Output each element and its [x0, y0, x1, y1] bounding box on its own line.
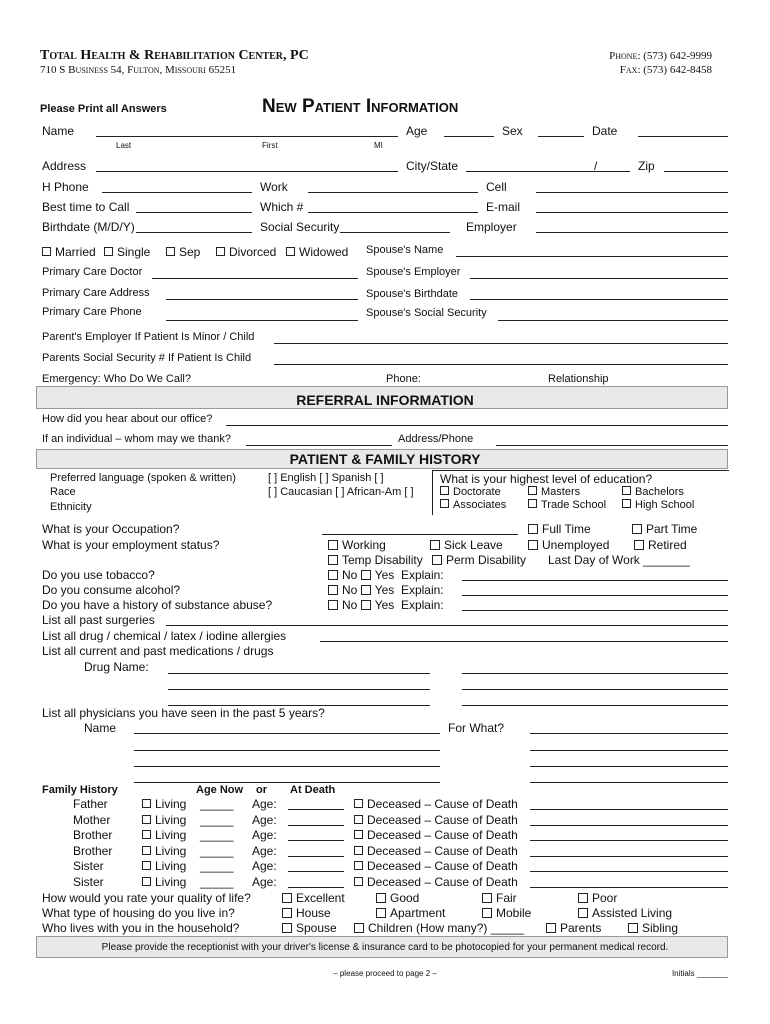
cause-of-death-field[interactable]	[530, 809, 728, 810]
occupation-label: What is your Occupation?	[42, 522, 180, 536]
org-name: Total Health & Rehabilitation Center, PC	[40, 48, 309, 63]
age-at-death-field[interactable]	[288, 856, 344, 857]
checkbox-icon	[632, 524, 642, 534]
sex-label: Sex	[502, 124, 523, 138]
spouse-ssn-label: Spouse's Social Security	[366, 307, 487, 319]
address-field[interactable]	[96, 171, 398, 172]
checkbox-icon	[622, 486, 631, 495]
checkbox-icon	[354, 923, 364, 933]
mobile-option[interactable]	[482, 906, 531, 920]
email-field[interactable]	[536, 212, 728, 213]
checkbox-icon	[142, 799, 151, 808]
checkbox-icon	[328, 600, 338, 610]
good-option[interactable]	[376, 891, 419, 905]
checkbox-icon	[430, 540, 440, 550]
spouse-birthdate-label: Spouse's Birthdate	[366, 288, 458, 300]
pcp-label: Primary Care Phone	[42, 306, 142, 318]
checkbox-icon	[376, 893, 386, 903]
mi-label: MI	[374, 141, 383, 150]
employer-field[interactable]	[536, 232, 728, 233]
age-now-field[interactable]: _____	[200, 797, 234, 811]
part-time-text: Part Time	[646, 522, 698, 536]
full-time-option[interactable]	[528, 522, 591, 536]
physician-name-field-4[interactable]	[134, 782, 440, 783]
living-option[interactable]	[142, 875, 186, 889]
sep-option[interactable]	[166, 245, 200, 259]
emp-status-label: What is your employment status?	[42, 538, 220, 552]
assisted-living-text: Assisted Living	[592, 906, 673, 920]
language-label: Preferred language (spoken & written)	[50, 472, 236, 484]
mobile-text: Mobile	[496, 906, 532, 920]
checkbox-icon	[104, 247, 113, 256]
print-note: Please Print all Answers	[40, 103, 167, 115]
temp-disability-text: Temp Disability	[342, 553, 423, 567]
checkbox-icon	[142, 846, 151, 855]
deceased-option[interactable]	[354, 828, 518, 842]
living-option[interactable]	[142, 828, 186, 842]
checkbox-icon	[282, 923, 292, 933]
org-fax: Fax: (573) 642-8458	[619, 64, 712, 76]
associates-option[interactable]	[440, 499, 506, 511]
spouse-birthdate-field[interactable]	[470, 299, 728, 300]
checkbox-icon	[528, 540, 538, 550]
ssn-field[interactable]	[340, 232, 450, 233]
sex-field[interactable]	[538, 136, 584, 137]
checkbox-icon	[634, 540, 644, 550]
high-school-text: High School	[635, 499, 695, 511]
age-at-death-field[interactable]	[288, 887, 344, 888]
physicians-label: List all physicians you have seen in the past 5 years?	[42, 706, 325, 720]
housing-label: What type of housing do you live in?	[42, 906, 235, 920]
sick-leave-text: Sick Leave	[444, 538, 503, 552]
explain-text: Explain:	[400, 598, 444, 612]
checkbox-icon	[282, 893, 292, 903]
age-label: Age:	[252, 859, 277, 873]
physician-name-label: Name	[84, 721, 117, 735]
living-option[interactable]	[142, 844, 186, 858]
checkbox-icon	[354, 877, 363, 886]
pca-field[interactable]	[166, 299, 358, 300]
pcp-field[interactable]	[166, 320, 358, 321]
cause-of-death-field[interactable]	[530, 840, 728, 841]
deceased-text: Deceased – Cause of Death	[367, 843, 518, 858]
work-field[interactable]	[308, 192, 478, 193]
explain-text: Explain:	[400, 583, 444, 597]
initials-field[interactable]: Initials _______	[671, 969, 728, 978]
sep-text: Sep	[179, 245, 201, 259]
age-at-death-field[interactable]	[288, 840, 344, 841]
parent-employer-label: Parent's Employer If Patient Is Minor / Child	[42, 331, 255, 343]
for-what-field-3[interactable]	[530, 766, 728, 767]
checkbox-icon	[361, 570, 371, 580]
checkbox-icon	[628, 923, 638, 933]
ethnicity-label: Ethnicity	[50, 501, 92, 513]
age-now-field[interactable]: _____	[200, 859, 234, 873]
cause-of-death-field[interactable]	[530, 871, 728, 872]
deceased-option[interactable]	[354, 875, 518, 889]
age-now-field[interactable]: _____	[200, 812, 234, 827]
excellent-text: Excellent	[296, 891, 345, 905]
emergency-label: Emergency: Who Do We Call?	[42, 373, 191, 385]
name-label: Name	[42, 124, 75, 138]
age-label: Age:	[252, 797, 277, 811]
pcd-label: Primary Care Doctor	[42, 266, 143, 278]
doctorate-option[interactable]	[440, 486, 501, 498]
tobacco-label: Do you use tobacco?	[42, 568, 155, 582]
referral-individual-field[interactable]	[246, 445, 392, 446]
assisted-living-option[interactable]	[578, 906, 672, 920]
trade-school-text: Trade School	[541, 499, 607, 511]
quality-label: How would you rate your quality of life?	[42, 891, 251, 905]
allergies-label: List all drug / chemical / latex / iodine allergies	[42, 629, 287, 643]
parent-employer-field[interactable]	[274, 343, 728, 344]
checkbox-icon	[482, 893, 492, 903]
no-text: No	[342, 583, 358, 597]
checkbox-icon	[328, 585, 338, 595]
employer-label: Employer	[466, 220, 517, 234]
parent-ssn-label: Parents Social Security # If Patient Is Child	[42, 352, 252, 364]
doctorate-text: Doctorate	[453, 486, 501, 498]
single-option[interactable]	[104, 245, 150, 259]
address-label: Address	[42, 159, 87, 173]
zip-label: Zip	[638, 159, 655, 173]
apartment-option[interactable]	[376, 906, 445, 920]
checkbox-icon	[142, 815, 151, 824]
checkbox-icon	[166, 247, 175, 256]
emergency-phone-label: Phone:	[386, 373, 421, 385]
relationship-label: Relationship	[548, 373, 609, 385]
race-label: Race	[50, 486, 76, 498]
which-label: Which #	[260, 200, 304, 214]
trade-school-option[interactable]	[528, 499, 606, 511]
unemployed-text: Unemployed	[542, 538, 610, 552]
birthdate-label: Birthdate (M/D/Y)	[42, 220, 135, 234]
parent-ssn-field[interactable]	[274, 364, 728, 365]
drug-field-6[interactable]	[462, 705, 728, 706]
h-phone-field[interactable]	[102, 192, 252, 193]
age-at-death-field[interactable]	[288, 871, 344, 872]
age-now-field[interactable]: _____	[200, 874, 234, 889]
first-label: First	[262, 141, 278, 150]
family-member-label: Brother	[73, 843, 113, 858]
poor-text: Poor	[592, 891, 618, 905]
drug-field-3[interactable]	[168, 689, 430, 690]
date-label: Date	[592, 124, 618, 138]
no-text: No	[342, 568, 358, 582]
page-title: New Patient Information	[262, 96, 459, 117]
age-label: Age:	[252, 843, 277, 858]
checkbox-icon	[578, 893, 588, 903]
city-state-label: City/State	[406, 159, 459, 173]
family-member-label: Father	[73, 797, 108, 811]
checkbox-icon	[361, 600, 371, 610]
substance-explain-field[interactable]	[462, 610, 728, 611]
yes-text: Yes	[374, 598, 395, 612]
checkbox-icon	[354, 846, 363, 855]
name-field[interactable]	[96, 136, 398, 137]
tobacco-explain-field[interactable]	[462, 580, 728, 581]
deceased-text: Deceased – Cause of Death	[367, 797, 518, 811]
part-time-option[interactable]	[632, 522, 697, 536]
fair-text: Fair	[496, 891, 517, 905]
checkbox-icon	[328, 540, 338, 550]
deceased-option[interactable]	[354, 813, 518, 827]
house-text: House	[296, 906, 331, 920]
age-label: Age:	[252, 828, 277, 842]
explain-text: Explain:	[400, 568, 444, 582]
referral-how-label: How did you hear about our office?	[42, 413, 213, 425]
pcd-field[interactable]	[152, 278, 358, 279]
last-label: Last	[116, 141, 132, 150]
checkbox-icon	[578, 908, 588, 918]
checkbox-icon	[286, 247, 295, 256]
excellent-option[interactable]	[282, 891, 345, 905]
checkbox-icon	[142, 877, 151, 886]
checkbox-icon	[546, 923, 556, 933]
drug-field-2[interactable]	[462, 673, 728, 674]
deceased-text: Deceased – Cause of Death	[367, 874, 518, 889]
org-address: 710 S Business 54, Fulton, Missouri 65251	[40, 64, 237, 76]
checkbox-icon	[354, 799, 363, 808]
history-heading: PATIENT & FAMILY HISTORY	[289, 451, 481, 467]
work-label: Work	[260, 180, 288, 194]
last-day-label[interactable]: Last Day of Work _______	[548, 553, 690, 567]
physician-name-field-2[interactable]	[134, 750, 440, 751]
deceased-option[interactable]	[354, 844, 518, 858]
fair-option[interactable]	[482, 891, 517, 905]
language-options[interactable]: [ ] English [ ] Spanish [ ]	[268, 472, 384, 484]
living-option[interactable]	[142, 859, 186, 873]
family-member-label: Sister	[73, 859, 104, 873]
checkbox-icon	[354, 830, 363, 839]
for-what-label: For What?	[448, 721, 505, 735]
for-what-field-1[interactable]	[530, 733, 728, 734]
surgeries-field[interactable]	[166, 625, 728, 626]
living-text: Living	[155, 812, 187, 827]
birthdate-field[interactable]	[136, 232, 252, 233]
zip-field[interactable]	[664, 171, 728, 172]
associates-text: Associates	[453, 499, 507, 511]
checkbox-icon	[354, 815, 363, 824]
living-text: Living	[155, 874, 187, 889]
age-at-death-field[interactable]	[288, 809, 344, 810]
pca-label: Primary Care Address	[42, 287, 150, 299]
substance-answer[interactable]	[328, 598, 444, 612]
age-label: Age:	[252, 812, 277, 827]
substance-label: Do you have a history of substance abuse?	[42, 598, 273, 612]
checkbox-icon	[432, 555, 442, 565]
checkbox-icon	[216, 247, 225, 256]
age-field[interactable]	[444, 136, 494, 137]
living-text: Living	[155, 797, 187, 811]
alcohol-answer[interactable]	[328, 583, 444, 597]
age-label: Age:	[252, 874, 277, 889]
living-text: Living	[155, 828, 187, 842]
working-option[interactable]	[328, 538, 386, 552]
checkbox-icon	[482, 908, 492, 918]
family-history-label: Family History	[42, 784, 118, 796]
city-state-field[interactable]	[466, 171, 630, 172]
alcohol-explain-field[interactable]	[462, 595, 728, 596]
widowed-option[interactable]	[286, 245, 348, 259]
living-text: Living	[155, 859, 187, 873]
widowed-text: Widowed	[299, 245, 349, 259]
cell-label: Cell	[486, 180, 507, 194]
proceed-note: – please proceed to page 2 –	[333, 969, 437, 978]
masters-text: Masters	[541, 486, 581, 498]
alcohol-label: Do you consume alcohol?	[42, 583, 181, 597]
yes-text: Yes	[374, 568, 395, 582]
checkbox-icon	[361, 585, 371, 595]
date-field[interactable]	[638, 136, 728, 137]
house-option[interactable]	[282, 906, 331, 920]
city-state-slash: /	[594, 159, 598, 173]
cause-of-death-field[interactable]	[530, 856, 728, 857]
race-options[interactable]: [ ] Caucasian [ ] African-Am [ ]	[268, 486, 414, 498]
family-member-label: Sister	[73, 874, 104, 889]
spouse-text: Spouse	[296, 921, 337, 935]
referral-heading: REFERRAL INFORMATION	[296, 392, 474, 408]
bachelors-option[interactable]	[622, 486, 684, 498]
best-time-label: Best time to Call	[42, 200, 130, 214]
deceased-text: Deceased – Cause of Death	[367, 828, 518, 842]
deceased-option[interactable]	[354, 859, 518, 873]
sibling-option[interactable]	[628, 921, 678, 935]
education-question: What is your highest level of education?	[440, 472, 653, 486]
for-what-field-2[interactable]	[530, 750, 728, 751]
age-at-death-field[interactable]	[288, 825, 344, 826]
divorced-option[interactable]	[216, 245, 276, 259]
sick-leave-option[interactable]	[430, 538, 503, 552]
perm-disability-text: Perm Disability	[446, 553, 527, 567]
living-text: Living	[155, 843, 187, 858]
masters-option[interactable]	[528, 486, 580, 498]
cause-of-death-field[interactable]	[530, 825, 728, 826]
ssn-label: Social Security	[260, 220, 340, 234]
family-member-label: Mother	[73, 812, 111, 827]
referral-individual-label: If an individual – whom may we thank?	[42, 433, 231, 445]
meds-label: List all current and past medications / drugs	[42, 644, 274, 658]
spouse-employer-field[interactable]	[470, 278, 728, 279]
drug-field-4[interactable]	[462, 689, 728, 690]
age-now-field[interactable]: _____	[200, 828, 234, 842]
tobacco-answer[interactable]	[328, 568, 444, 582]
cause-of-death-field[interactable]	[530, 887, 728, 888]
retired-option[interactable]	[634, 538, 687, 552]
age-now-label: Age Now	[196, 784, 244, 796]
checkbox-icon	[528, 486, 537, 495]
checkbox-icon	[440, 486, 449, 495]
working-text: Working	[342, 538, 386, 552]
yes-text: Yes	[374, 583, 395, 597]
apartment-text: Apartment	[390, 906, 446, 920]
address-phone-label: Address/Phone	[398, 433, 474, 445]
spouse-employer-label: Spouse's Employer	[366, 266, 461, 278]
spouse-option[interactable]	[282, 921, 337, 935]
bachelors-text: Bachelors	[635, 486, 684, 498]
org-phone: Phone: (573) 642-9999	[609, 50, 712, 62]
drug-name-label: Drug Name:	[84, 660, 149, 674]
email-label: E-mail	[486, 200, 521, 214]
or-label: or	[256, 784, 267, 796]
checkbox-icon	[354, 861, 363, 870]
unemployed-option[interactable]	[528, 538, 609, 552]
spouse-name-field[interactable]	[456, 256, 728, 257]
checkbox-icon	[142, 830, 151, 839]
drug-field-1[interactable]	[168, 673, 430, 674]
parents-text: Parents	[560, 921, 602, 935]
deceased-text: Deceased – Cause of Death	[367, 859, 518, 873]
no-text: No	[342, 598, 358, 612]
deceased-text: Deceased – Cause of Death	[367, 812, 518, 827]
living-option[interactable]	[142, 797, 186, 811]
perm-disability-option[interactable]	[432, 553, 526, 567]
full-time-text: Full Time	[542, 522, 591, 536]
checkbox-icon	[440, 499, 449, 508]
allergies-field[interactable]	[320, 641, 728, 642]
spouse-ssn-field[interactable]	[498, 320, 728, 321]
at-death-label: At Death	[290, 784, 336, 796]
surgeries-label: List all past surgeries	[42, 613, 155, 627]
physician-name-field-3[interactable]	[134, 766, 440, 767]
checkbox-icon	[328, 570, 338, 580]
checkbox-icon	[282, 908, 292, 918]
age-label: Age	[406, 124, 428, 138]
good-text: Good	[390, 891, 420, 905]
children-option[interactable]	[354, 921, 524, 935]
poor-option[interactable]	[578, 891, 617, 905]
checkbox-icon	[528, 499, 537, 508]
retired-text: Retired	[648, 538, 687, 552]
physician-name-field-1[interactable]	[134, 733, 440, 734]
footer-note: Please provide the receptionist with your driver's license & insurance card to be photocopied for your permanent medical record.	[101, 942, 669, 953]
parents-option[interactable]	[546, 921, 601, 935]
occupation-field[interactable]	[322, 534, 518, 535]
address-phone-field[interactable]	[496, 445, 728, 446]
children-text: Children (How many?) _____	[368, 921, 525, 935]
spouse-name-label: Spouse's Name	[366, 244, 444, 256]
married-option[interactable]	[42, 245, 96, 259]
which-field[interactable]	[308, 212, 478, 213]
referral-how-field[interactable]	[226, 425, 728, 426]
h-phone-label: H Phone	[42, 180, 89, 194]
checkbox-icon	[142, 861, 151, 870]
married-text: Married	[55, 245, 96, 259]
temp-disability-option[interactable]	[328, 553, 423, 567]
deceased-option[interactable]	[354, 797, 518, 811]
sibling-text: Sibling	[642, 921, 679, 935]
checkbox-icon	[528, 524, 538, 534]
living-option[interactable]	[142, 813, 186, 827]
cell-field[interactable]	[536, 192, 728, 193]
household-label: Who lives with you in the household?	[42, 921, 240, 935]
checkbox-icon	[328, 555, 338, 565]
checkbox-icon	[376, 908, 386, 918]
for-what-field-4[interactable]	[530, 782, 728, 783]
family-member-label: Brother	[73, 828, 113, 842]
best-time-field[interactable]	[136, 212, 252, 213]
checkbox-icon	[42, 247, 51, 256]
checkbox-icon	[622, 499, 631, 508]
single-text: Single	[117, 245, 151, 259]
high-school-option[interactable]	[622, 499, 694, 511]
divorced-text: Divorced	[229, 245, 277, 259]
age-now-field[interactable]: _____	[200, 843, 234, 858]
